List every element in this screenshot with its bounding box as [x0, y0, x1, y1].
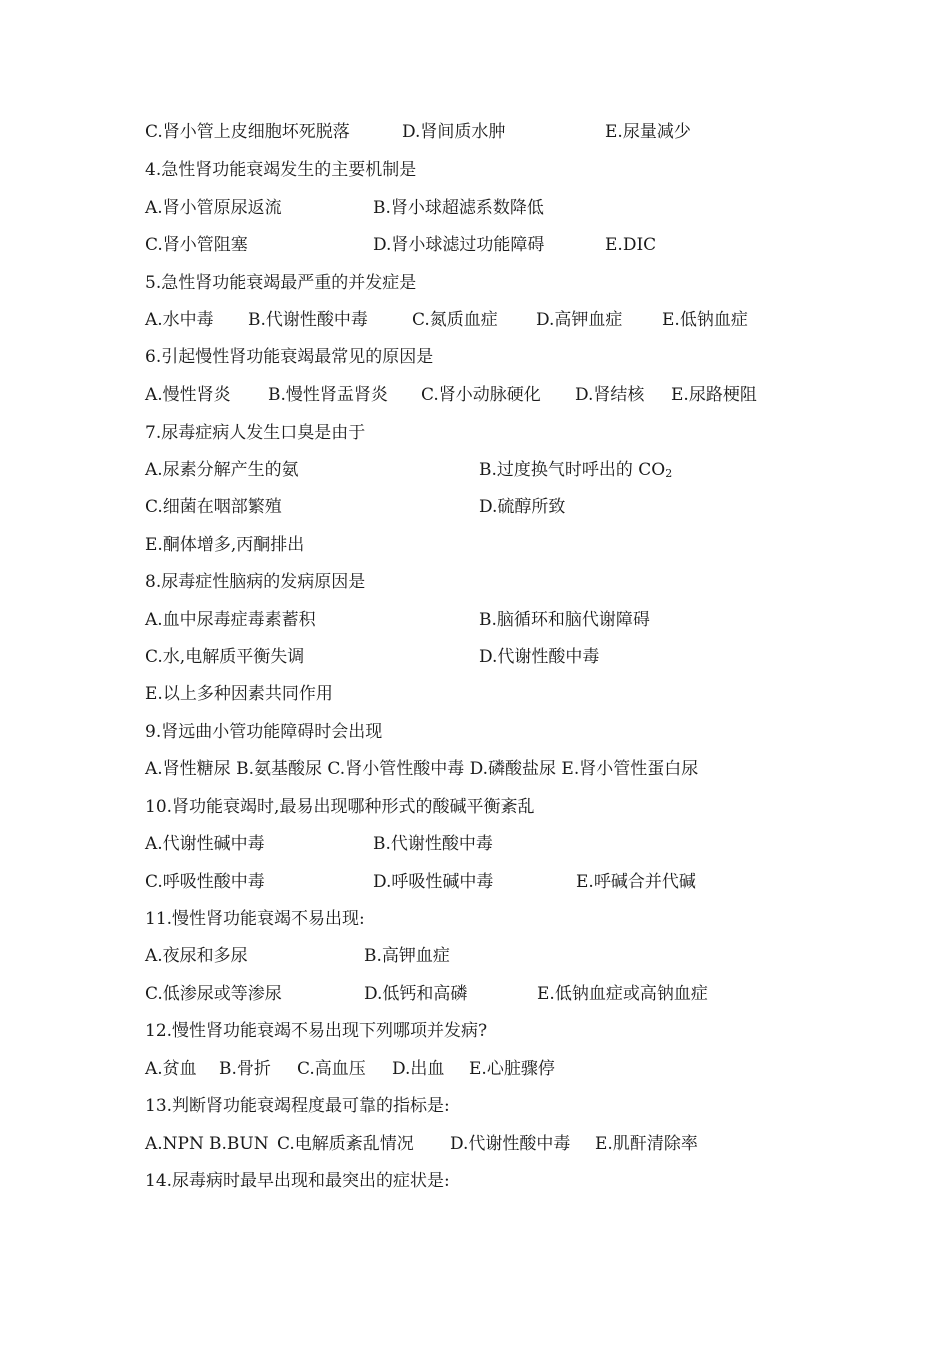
option-c: C.肾小管上皮细胞坏死脱落 [145, 122, 350, 142]
option-e: E.低钠血症 [662, 310, 748, 330]
option-e: E.低钠血症或高钠血症 [537, 984, 708, 1004]
option-e: E.肌酐清除率 [595, 1134, 698, 1154]
option-b: B.慢性肾盂肾炎 [268, 385, 388, 405]
question-text: 6.引起慢性肾功能衰竭最常见的原因是 [145, 347, 434, 367]
option-a: A.血中尿毒症毒素蓄积 [145, 610, 316, 630]
option-b: B.BUN [209, 1134, 269, 1154]
option-c: C.细菌在咽部繁殖 [145, 497, 282, 517]
option-b-text: B.过度换气时呼出的 CO [479, 460, 666, 480]
option-b: B.高钾血症 [364, 946, 450, 966]
option-d: D.代谢性酸中毒 [479, 647, 600, 667]
option-list: A.肾性糖尿 B.氨基酸尿 C.肾小管性酸中毒 D.磷酸盐尿 E.肾小管性蛋白尿 [145, 759, 699, 779]
option-c: C.肾小管阻塞 [145, 235, 248, 255]
question-text: 7.尿毒症病人发生口臭是由于 [145, 423, 366, 443]
option-d: D.肾结核 [575, 385, 645, 405]
question-text: 8.尿毒症性脑病的发病原因是 [145, 572, 366, 592]
option-b: B.代谢性酸中毒 [248, 310, 368, 330]
option-a: A.贫血 [145, 1059, 197, 1079]
option-c: C.肾小动脉硬化 [421, 385, 541, 405]
question-text: 13.判断肾功能衰竭程度最可靠的指标是: [145, 1096, 450, 1116]
option-a: A.NPN [145, 1134, 204, 1154]
option-b: B.代谢性酸中毒 [373, 834, 493, 854]
option-c: C.氮质血症 [412, 310, 498, 330]
option-b [479, 452, 672, 489]
question-text: 9.肾远曲小管功能障碍时会出现 [145, 722, 383, 742]
option-e: E.酮体增多,丙酮排出 [145, 535, 305, 555]
option-a: A.代谢性碱中毒 [145, 834, 265, 854]
option-c: C.电解质紊乱情况 [277, 1134, 414, 1154]
option-c: C.呼吸性酸中毒 [145, 872, 265, 892]
option-d: D.硫醇所致 [479, 497, 566, 517]
option-c: C.高血压 [297, 1059, 366, 1079]
question-text: 5.急性肾功能衰竭最严重的并发症是 [145, 273, 417, 293]
option-d: D.肾小球滤过功能障碍 [373, 235, 545, 255]
option-d: D.低钙和高磷 [364, 984, 468, 1004]
option-d: D.出血 [392, 1059, 445, 1079]
option-a: A.慢性肾炎 [145, 385, 231, 405]
option-b: B.肾小球超滤系数降低 [373, 198, 544, 218]
option-e: E.DIC [605, 235, 657, 255]
option-e: E.心脏骤停 [469, 1059, 555, 1079]
option-a: A.夜尿和多尿 [145, 946, 248, 966]
option-e: E.尿量减少 [605, 122, 691, 142]
option-e: E.呼碱合并代碱 [576, 872, 696, 892]
question-text: 10.肾功能衰竭时,最易出现哪种形式的酸碱平衡紊乱 [145, 797, 535, 817]
option-d: D.肾间质水肿 [402, 122, 506, 142]
option-a: A.尿素分解产生的氨 [145, 460, 299, 480]
question-text: 14.尿毒病时最早出现和最突出的症状是: [145, 1171, 450, 1191]
option-c: C.低渗尿或等渗尿 [145, 984, 282, 1004]
question-text: 12.慢性肾功能衰竭不易出现下列哪项并发病? [145, 1021, 488, 1041]
option-d: D.代谢性酸中毒 [450, 1134, 571, 1154]
question-text: 11.慢性肾功能衰竭不易出现: [145, 909, 365, 929]
option-a: A.肾小管原尿返流 [145, 198, 282, 218]
option-e: E.以上多种因素共同作用 [145, 684, 333, 704]
question-text: 4.急性肾功能衰竭发生的主要机制是 [145, 160, 417, 180]
option-b: B.脑循环和脑代谢障碍 [479, 610, 650, 630]
option-c: C.水,电解质平衡失调 [145, 647, 305, 667]
option-d: D.呼吸性碱中毒 [373, 872, 494, 892]
subscript-2: 2 [665, 467, 673, 480]
option-e: E.尿路梗阻 [671, 385, 757, 405]
option-d: D.高钾血症 [536, 310, 623, 330]
option-a: A.水中毒 [145, 310, 214, 330]
option-b: B.骨折 [219, 1059, 271, 1079]
